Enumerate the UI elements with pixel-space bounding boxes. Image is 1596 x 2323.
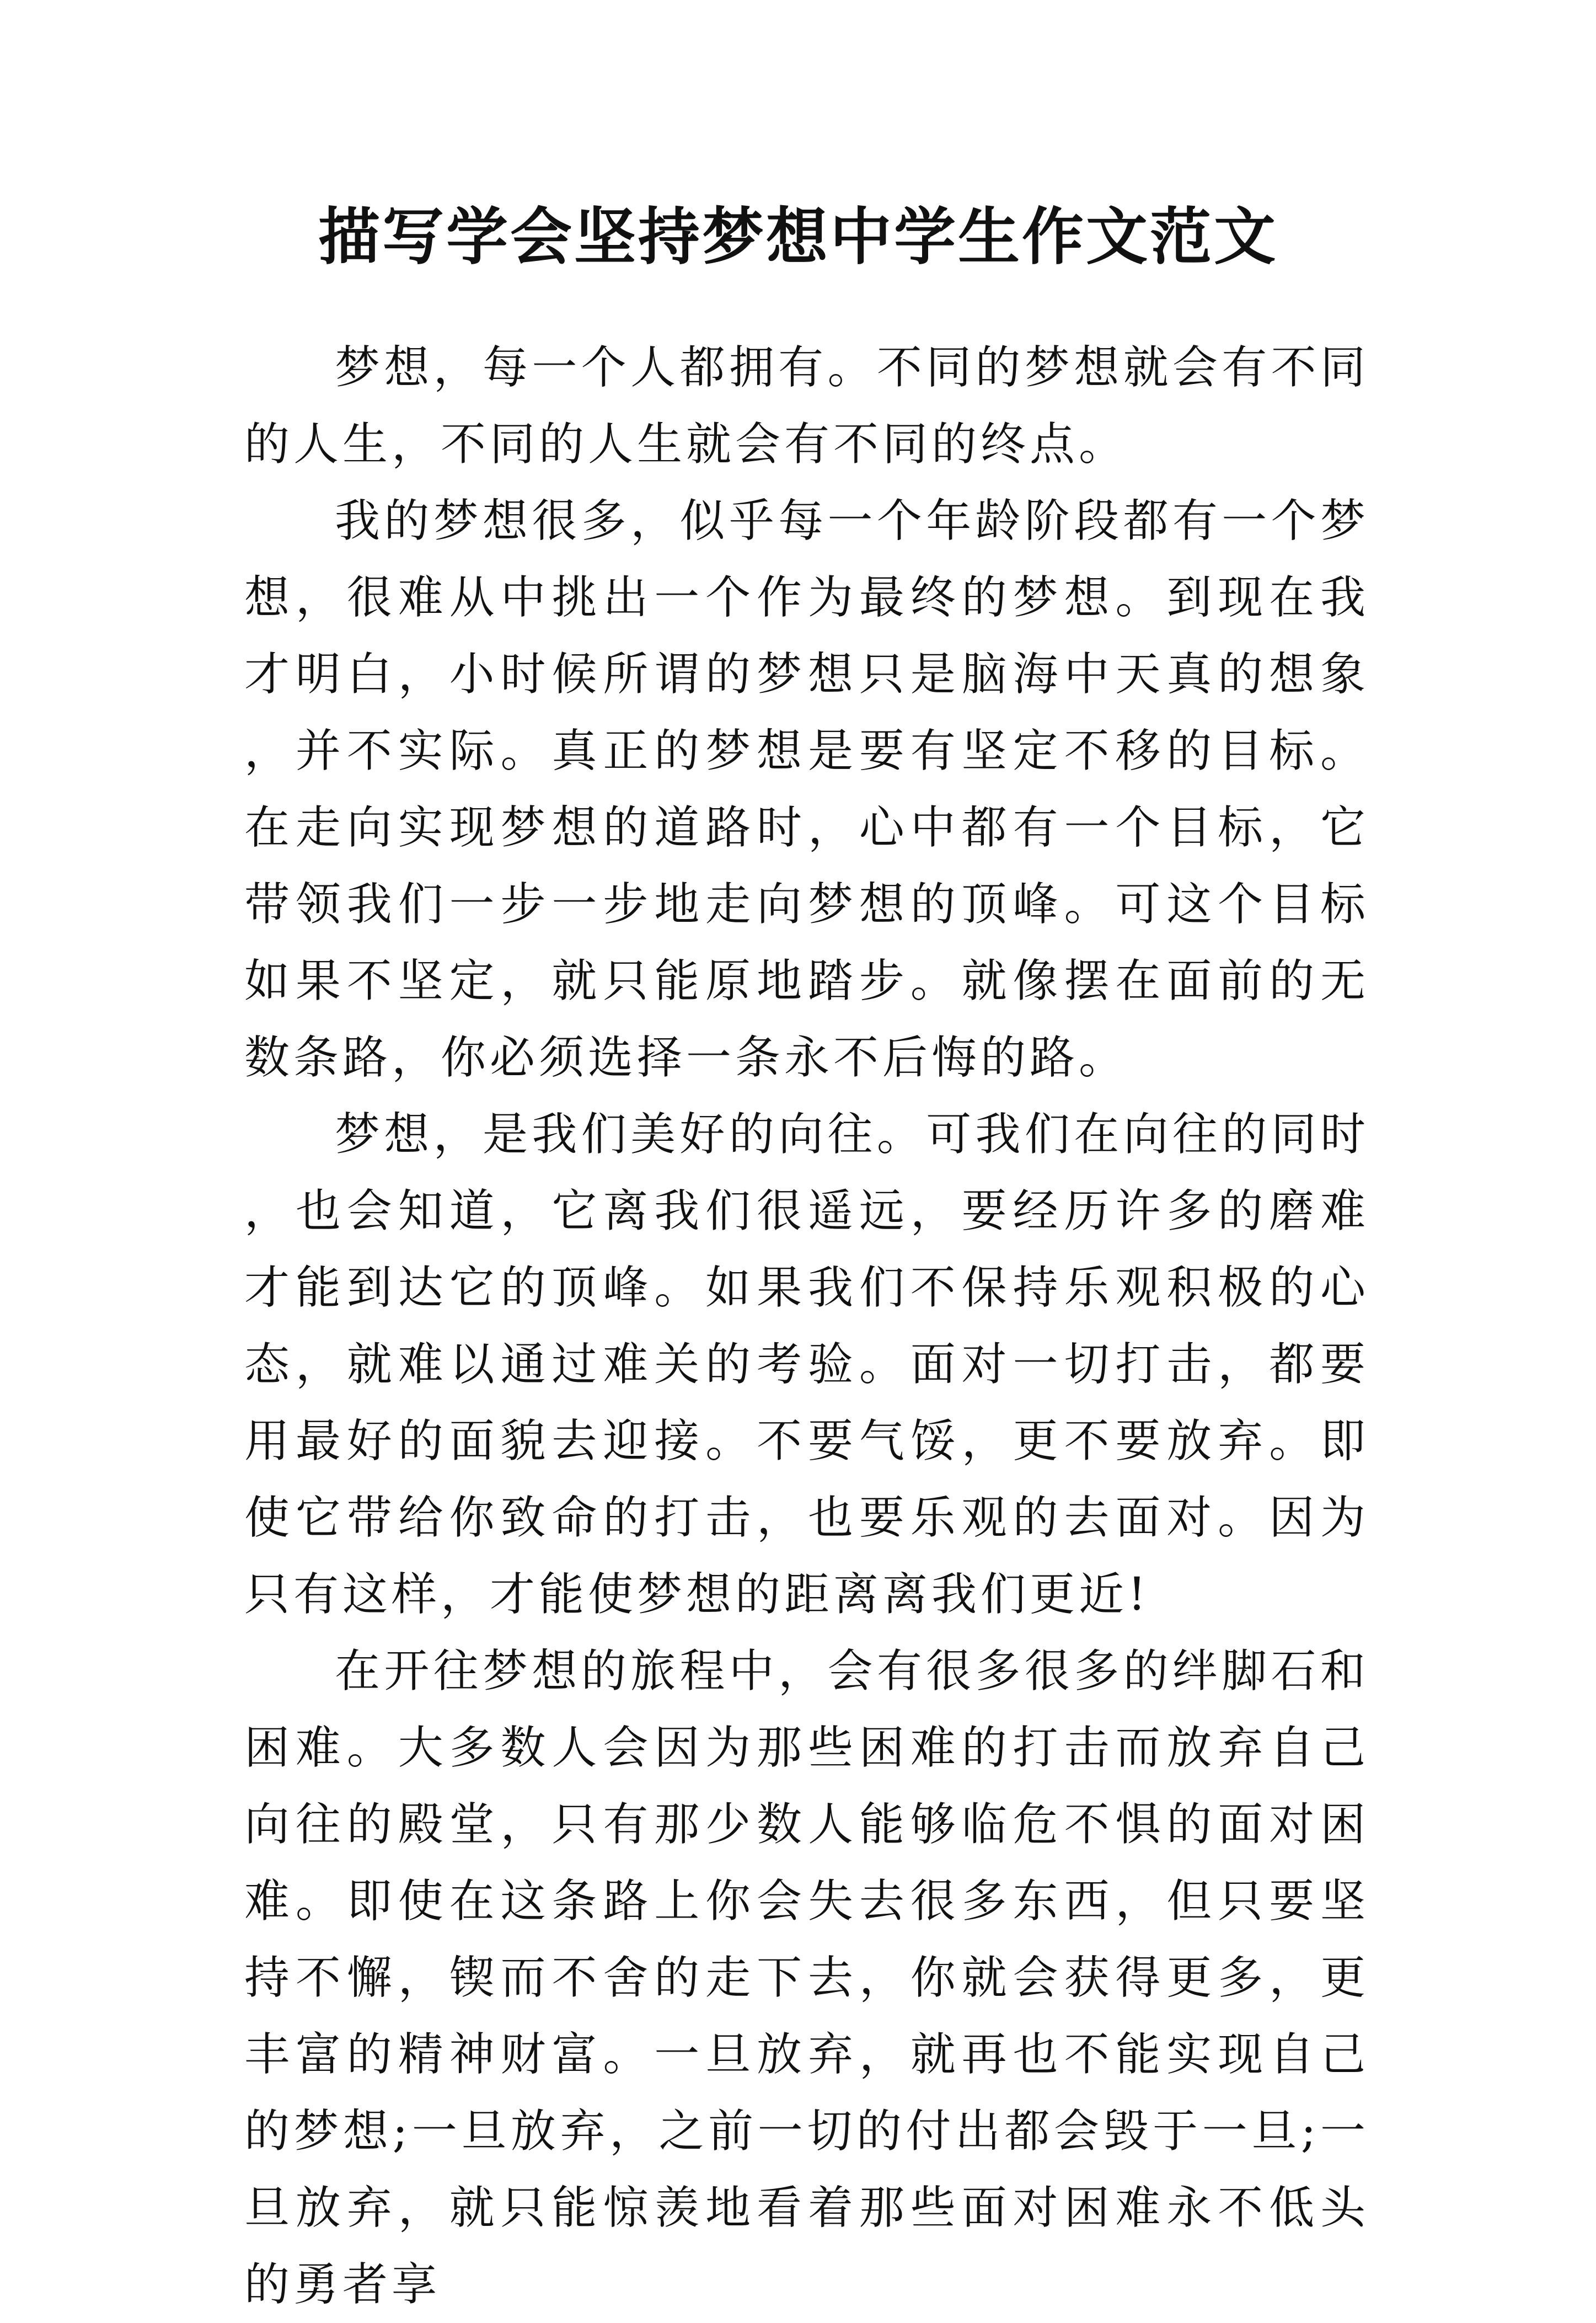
paragraph-2: 我的梦想很多，似乎每一个年龄阶段都有一个梦想，很难从中挑出一个作为最终的梦想。到现在我才明白，小时候所谓的梦想只是脑海中天真的想象，并不实际。真正的梦想是要有坚定不移的目标。在走向实现梦想的道路时，心中都有一个目标，它带领我们一步一步地走向梦想的顶峰。可这个目标如果不坚定，就只能原地踏步。就像摆在面前的无数条路，你必须选择一条永不后悔的路。	[244, 495, 1369, 1084]
document-title: 描写学会坚持梦想中学生作文范文	[318, 201, 1278, 273]
document-body	[244, 329, 1369, 2323]
paragraph-3: 梦想，是我们美好的向往。可我们在向往的同时，也会知道，它离我们很遥远，要经历许多的磨难才能到达它的顶峰。如果我们不保持乐观积极的心态，就难以通过难关的考验。面对一切打击，都要用最好的面貌去迎接。不要气馁，更不要放弃。即使它带给你致命的打击，也要乐观的去面对。因为只有这样，才能使梦想的距离离我们更近!	[244, 1108, 1369, 1621]
paragraph-4: 在开往梦想的旅程中，会有很多很多的绊脚石和困难。大多数人会因为那些困难的打击而放弃自己向往的殿堂，只有那少数人能够临危不惧的面对困难。即使在这条路上你会失去很多东西，但只要坚持不懈，锲而不舍的走下去，你就会获得更多，更丰富的精神财富。一旦放弃，就再也不能实现自己的梦想;一旦放弃，之前一切的付出都会毁于一旦;一旦放弃，就只能惊羡地看着那些面对困难永不低头的勇者享	[244, 1645, 1369, 2311]
paragraph-1: 梦想，每一个人都拥有。不同的梦想就会有不同的人生，不同的人生就会有不同的终点。	[244, 341, 1369, 471]
